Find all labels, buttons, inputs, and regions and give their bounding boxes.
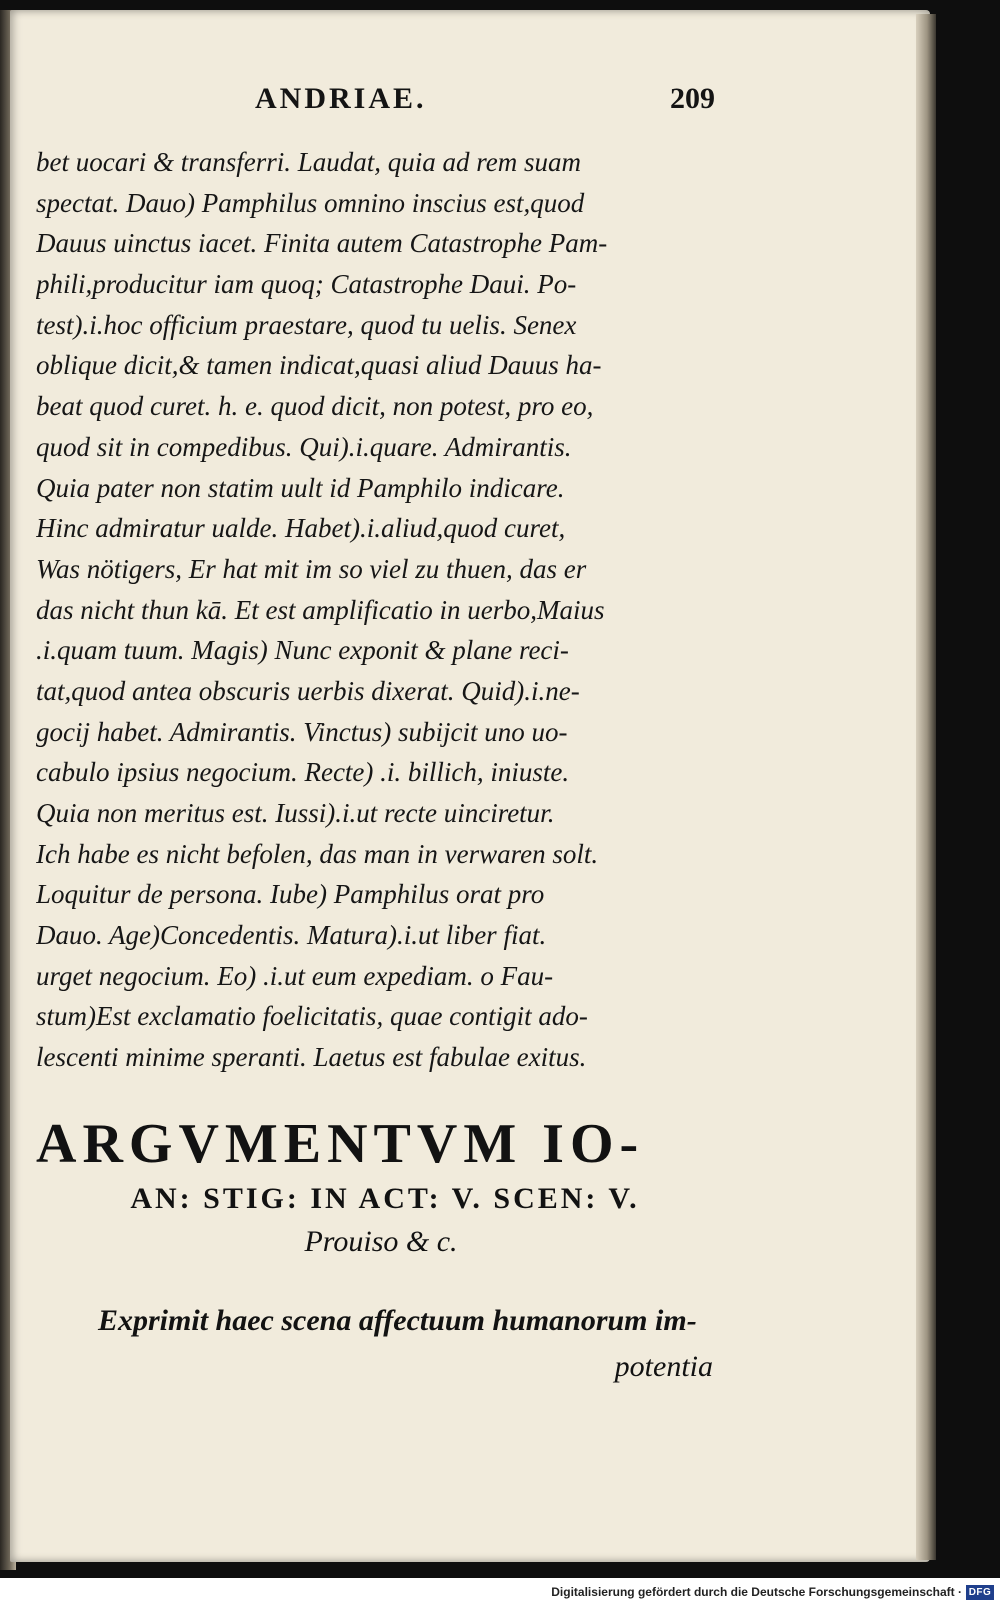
running-title: ANDRIAE. [255,82,427,115]
footer-bar [0,1580,1000,1607]
commentary-text [36,142,711,1078]
argument-text [98,1298,713,1390]
text-line: urget negocium. Eo) .i.ut eum expediam. o Fau- [36,960,554,991]
dfg-logo-icon: DFG [966,1585,994,1600]
text-line: Dauus uinctus iacet. Finita autem Catastrophe Pam- [36,228,608,259]
text-line: gocij habet. Admirantis. Vinctus) subijcit uno uo- [36,716,568,747]
heading-line-2: AN: STIG: IN ACT: V. SCEN: V. [130,1182,640,1215]
page-right-edge [916,14,936,1560]
argument-heading [36,1112,726,1262]
text-line: tat,quod antea obscuris uerbis dixerat. Quid).i.ne- [36,675,580,706]
page-number: 209 [670,82,715,115]
text-line: Hinc admiratur ualde. Habet).i.aliud,quod curet, [36,513,566,544]
text-line: stum)Est exclamatio foelicitatis, quae contigit ado- [36,1001,588,1032]
text-line: Ich habe es nicht befolen, das man in verwaren solt. [36,838,599,869]
text-line: oblique dicit,& tamen indicat,quasi aliud Dauus ha- [36,350,602,381]
heading-line-1: ARGVMENTVM IO- [36,1113,645,1175]
text-line: Loquitur de persona. Iube) Pamphilus orat pro [36,879,545,910]
funding-credit: Digitalisierung gefördert durch die Deutsche Forschungsgemeinschaft · [551,1585,962,1599]
text-line: bet uocari & transferri. Laudat, quia ad rem suam [36,147,582,177]
running-head [255,78,715,124]
text-line: cabulo ipsius negocium. Recte) .i. billich, iniuste. [36,757,570,788]
catchword: potentia [614,1350,713,1383]
text-line: Was nötigers, Er hat mit im so viel zu thuen, das er [36,553,587,584]
text-line: lescenti minime speranti. Laetus est fabulae exitus. [36,1042,587,1073]
text-line: beat quod curet. h. e. quod dicit, non potest, pro eo, [36,391,594,422]
heading-line-3: Prouiso & c. [304,1225,458,1258]
text-line: .i.quam tuum. Magis) Nunc exponit & plane reci- [36,635,569,666]
text-line: Dauo. Age)Concedentis. Matura).i.ut liber fiat. [36,920,547,951]
argument-line: Exprimit haec scena affectuum humanorum im- [98,1304,697,1337]
text-line: quod sit in compedibus. Qui).i.quare. Admirantis. [36,431,572,462]
text-line: phili,producitur iam quoq; Catastrophe Daui. Po- [36,269,577,300]
text-line: Quia pater non statim uult id Pamphilo indicare. [36,472,565,503]
text-line: spectat. Dauo) Pamphilus omnino inscius est,quod [36,187,585,218]
text-line: test).i.hoc officium praestare, quod tu uelis. Senex [36,309,577,340]
text-line: Quia non meritus est. Iussi).i.ut recte uinciretur. [36,798,555,828]
text-line: das nicht thun kā. Et est amplificatio in uerbo,Maius [36,594,605,625]
